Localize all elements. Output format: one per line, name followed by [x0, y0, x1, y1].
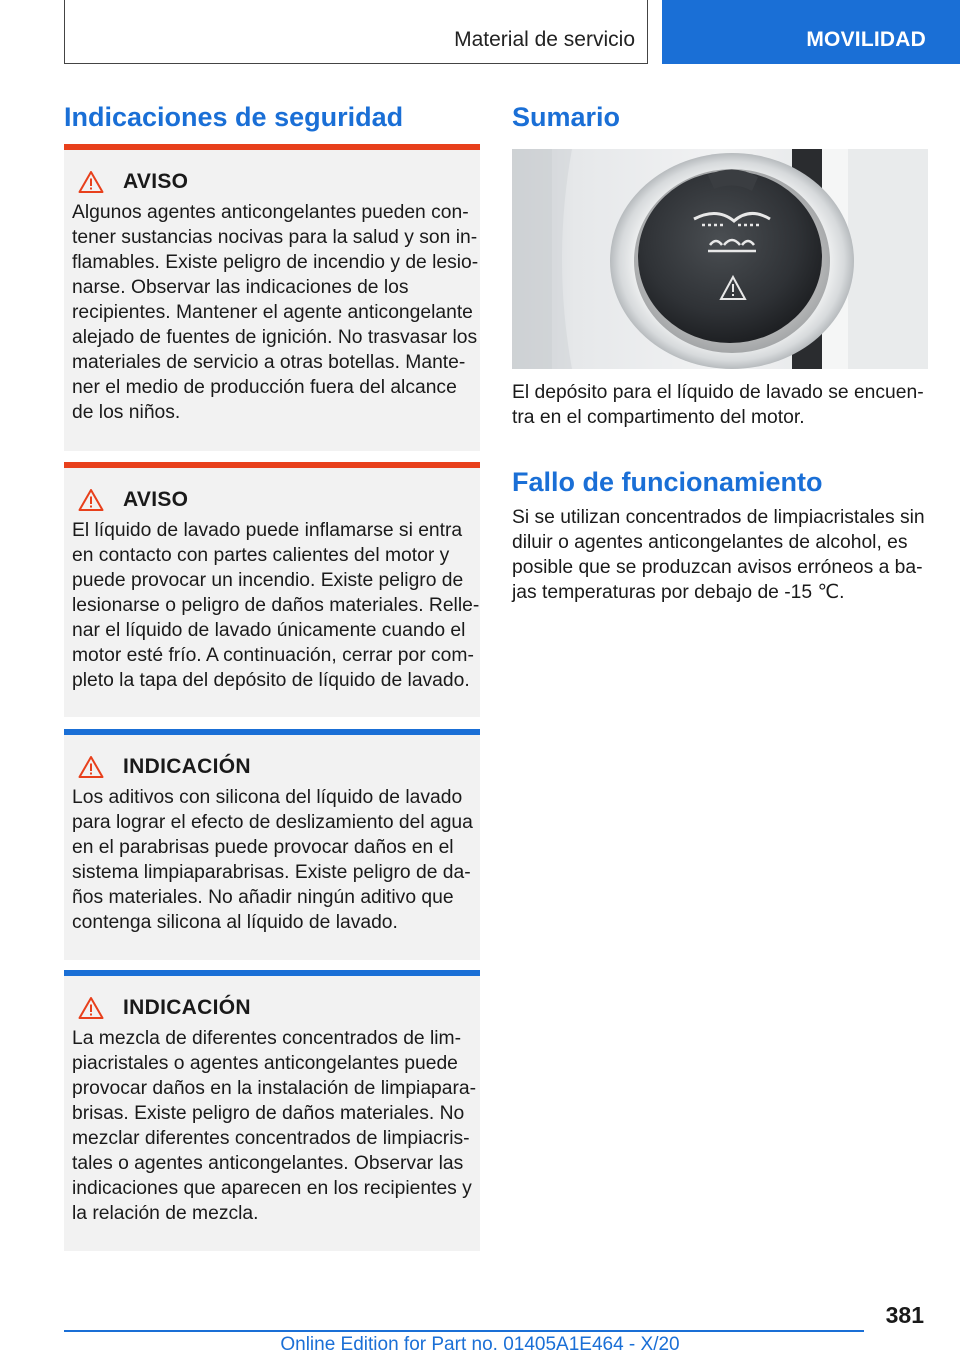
text-line: para lograr el efecto de deslizamiento del agua: [72, 812, 473, 833]
footer-edition: Online Edition for Part no. 01405A1E464 - X/20: [280, 1334, 680, 1355]
text-line: pleto la tapa del depósito de líquido de lavado.: [72, 670, 470, 691]
text-line: brisas. Existe peligro de daños materiales. No: [72, 1103, 465, 1124]
notice-title: INDICACIÓN: [123, 996, 251, 1019]
text-line: en contacto con partes calientes del motor y: [72, 545, 450, 566]
footer-divider: [64, 1330, 864, 1332]
text-line: alejado de fuentes de ignición. No trasvasar los: [72, 327, 478, 348]
warning-triangle-icon: [78, 170, 104, 194]
text-line: El líquido de lavado puede inflamarse si entra: [72, 520, 463, 541]
text-line: motor esté frío. A continuación, cerrar por com‐: [72, 645, 474, 666]
header-section-box: [64, 0, 648, 64]
text-line: contenga silicona al líquido de lavado.: [72, 912, 398, 933]
text-line: indicaciones que aparecen en los recipientes y: [72, 1178, 472, 1199]
notice-title: INDICACIÓN: [123, 755, 251, 778]
text-line: tener sustancias nocivas para la salud y son in‐: [72, 227, 478, 248]
washer-fluid-cap-photo: [512, 149, 928, 369]
malfunction-heading: Fallo de funcionamiento: [512, 467, 823, 497]
text-line: en el parabrisas puede provocar daños en el: [72, 837, 454, 858]
text-line: lesionarse o peligro de daños materiales. Relle‐: [72, 595, 480, 616]
text-line: posible que se produzcan avisos erróneos a ba‐: [512, 557, 923, 578]
text-line: sistema limpiaparabrisas. Existe peligro de da‐: [72, 862, 471, 883]
text-line: la relación de mezcla.: [72, 1203, 259, 1224]
notice-title: AVISO: [123, 170, 189, 193]
notice-text: [72, 518, 480, 693]
text-line: El depósito para el líquido de lavado se encuen‐: [512, 382, 924, 403]
text-line: Los aditivos con silicona del líquido de lavado: [72, 787, 463, 808]
warning-triangle-icon: [78, 488, 104, 512]
notice-box-2: [64, 970, 480, 1251]
header-chapter-label: MOVILIDAD: [806, 28, 926, 51]
text-line: provocar daños en la instalación de limpiapara‐: [72, 1078, 477, 1099]
safety-heading: Indicaciones de seguridad: [64, 102, 404, 132]
text-line: piacristales o agentes anticongelantes puede: [72, 1053, 458, 1074]
text-line: tra en el compartimento del motor.: [512, 407, 805, 428]
text-line: diluir o agentes anticongelantes de alcohol, es: [512, 532, 908, 553]
text-line: ner el medio de producción fuera del alcance: [72, 377, 457, 398]
header-section-title: Material de servicio: [454, 28, 635, 51]
notice-title: AVISO: [123, 488, 189, 511]
warning-triangle-icon: [78, 755, 104, 779]
text-line: jas temperaturas por debajo de ‑15 ℃.: [512, 582, 845, 603]
warning-triangle-icon: [78, 996, 104, 1020]
page-number: 381: [885, 1302, 924, 1328]
image-caption: [512, 380, 932, 430]
text-line: Si se utilizan concentrados de limpiacristales sin: [512, 507, 925, 528]
text-line: narse. Observar las indicaciones de los: [72, 277, 409, 298]
text-line: puede provocar un incendio. Existe peligro de: [72, 570, 464, 591]
text-line: La mezcla de diferentes concentrados de lim‐: [72, 1028, 462, 1049]
warning-box-2: [64, 462, 480, 717]
text-line: flamables. Existe peligro de incendio y de lesio‐: [72, 252, 479, 273]
text-line: tales o agentes anticongelantes. Observar las: [72, 1153, 464, 1174]
summary-heading: Sumario: [512, 102, 621, 132]
notice-box-1: [64, 729, 480, 960]
text-line: Algunos agentes anticongelantes pueden con‐: [72, 202, 469, 223]
header-chapter-tab[interactable]: [662, 0, 960, 64]
malfunction-text: [512, 505, 932, 605]
text-line: mezclar diferentes concentrados de limpiacris‐: [72, 1128, 470, 1149]
text-line: nar el líquido de lavado únicamente cuando el: [72, 620, 466, 641]
notice-text: [72, 1026, 477, 1226]
text-line: de los niños.: [72, 402, 181, 423]
notice-text: [72, 785, 472, 935]
text-line: ños materiales. No añadir ningún aditivo que: [72, 887, 454, 908]
warning-box-1: [64, 144, 480, 451]
notice-text: [72, 200, 479, 425]
text-line: recipientes. Mantener el agente anticongelante: [72, 302, 473, 323]
text-line: materiales de servicio a otras botellas. Mante‐: [72, 352, 466, 373]
